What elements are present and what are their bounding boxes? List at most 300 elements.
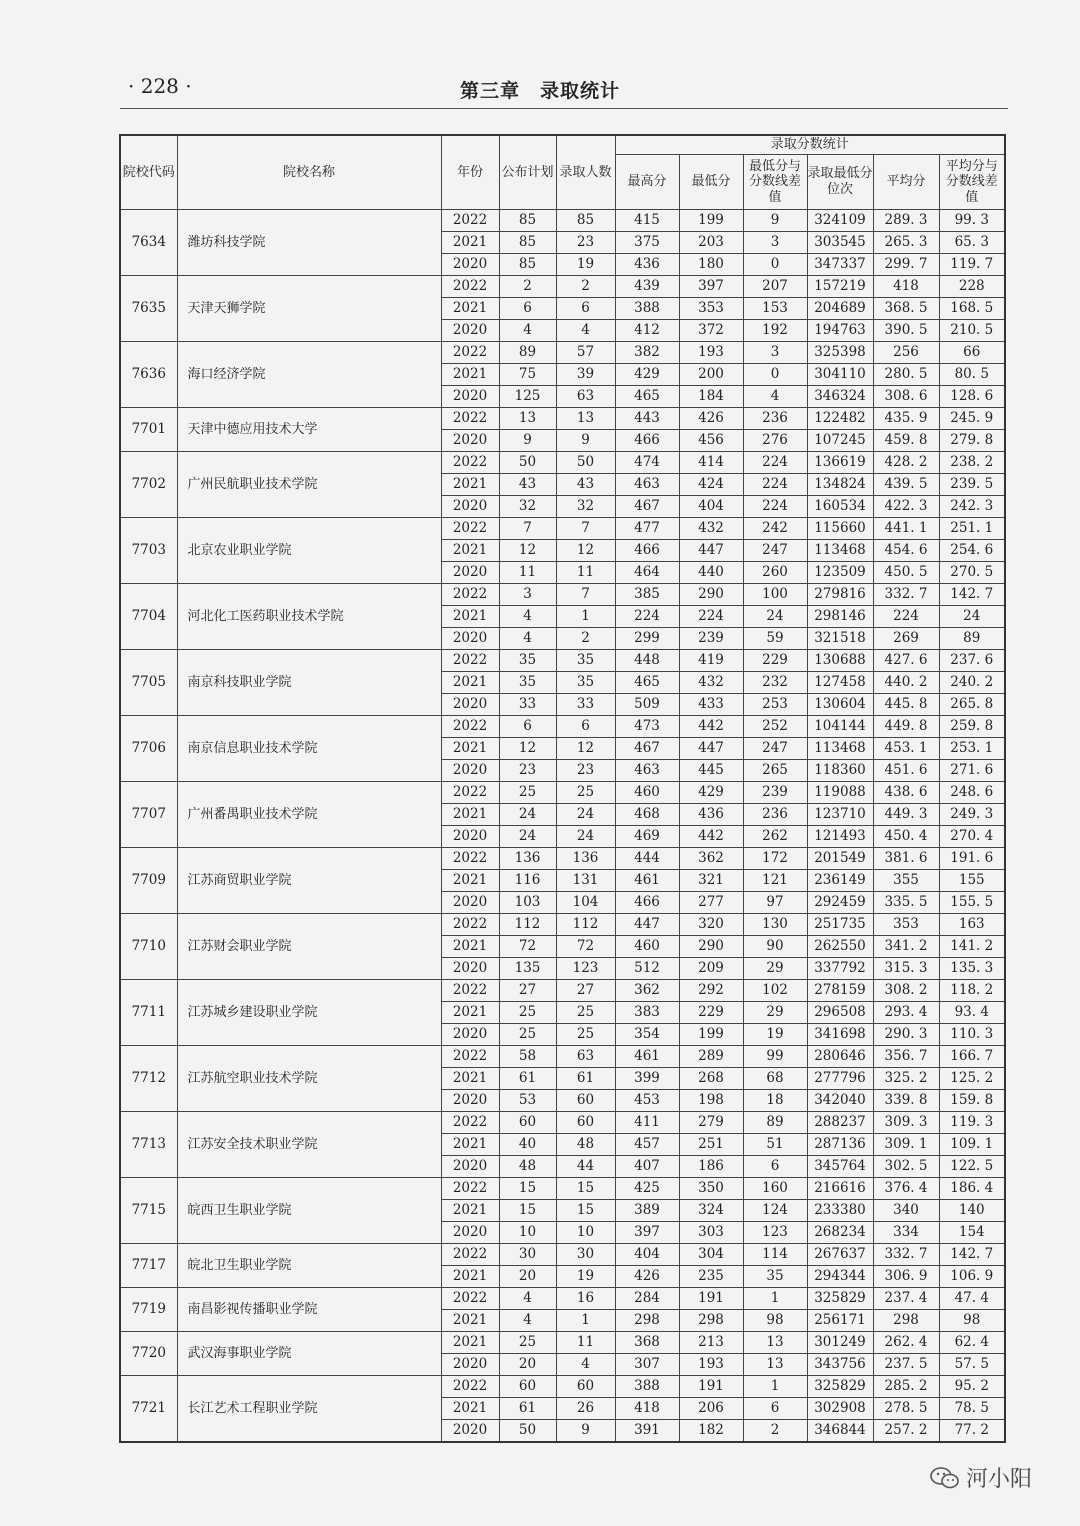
cell-rank: 130688 bbox=[807, 650, 873, 672]
cell-min-score: 235 bbox=[679, 1266, 743, 1288]
cell-year: 2020 bbox=[441, 892, 499, 914]
cell-avg-score: 332. 7 bbox=[873, 584, 939, 606]
cell-min-diff: 3 bbox=[743, 232, 807, 254]
table-row bbox=[120, 848, 1005, 870]
cell-max-score: 354 bbox=[615, 1024, 679, 1046]
school-code: 7711 bbox=[120, 980, 177, 1046]
cell-min-diff: 276 bbox=[743, 430, 807, 452]
cell-min-score: 442 bbox=[679, 716, 743, 738]
cell-rank: 122482 bbox=[807, 408, 873, 430]
cell-min-diff: 68 bbox=[743, 1068, 807, 1090]
cell-year: 2021 bbox=[441, 606, 499, 628]
school-name: 江苏安全技术职业学院 bbox=[177, 1112, 441, 1178]
cell-year: 2021 bbox=[441, 298, 499, 320]
cell-year: 2021 bbox=[441, 1068, 499, 1090]
cell-avg-diff: 93. 4 bbox=[939, 1002, 1005, 1024]
school-name: 广州民航职业技术学院 bbox=[177, 452, 441, 518]
cell-min-diff: 232 bbox=[743, 672, 807, 694]
cell-admitted: 6 bbox=[556, 716, 615, 738]
cell-rank: 204689 bbox=[807, 298, 873, 320]
cell-min-score: 440 bbox=[679, 562, 743, 584]
cell-year: 2021 bbox=[441, 936, 499, 958]
cell-min-score: 304 bbox=[679, 1244, 743, 1266]
cell-min-diff: 59 bbox=[743, 628, 807, 650]
cell-min-diff: 121 bbox=[743, 870, 807, 892]
cell-max-score: 299 bbox=[615, 628, 679, 650]
table-row bbox=[120, 584, 1005, 606]
cell-avg-score: 450. 4 bbox=[873, 826, 939, 848]
cell-avg-diff: 154 bbox=[939, 1222, 1005, 1244]
table-row bbox=[120, 1178, 1005, 1200]
table-row bbox=[120, 1112, 1005, 1134]
cell-admitted: 12 bbox=[556, 540, 615, 562]
cell-avg-score: 278. 5 bbox=[873, 1398, 939, 1420]
cell-min-diff: 13 bbox=[743, 1354, 807, 1376]
cell-plan: 35 bbox=[499, 650, 556, 672]
cell-avg-score: 257. 2 bbox=[873, 1420, 939, 1443]
school-code: 7710 bbox=[120, 914, 177, 980]
cell-avg-diff: 168. 5 bbox=[939, 298, 1005, 320]
table-row bbox=[120, 518, 1005, 540]
cell-min-score: 432 bbox=[679, 518, 743, 540]
cell-max-score: 467 bbox=[615, 738, 679, 760]
cell-avg-diff: 249. 3 bbox=[939, 804, 1005, 826]
cell-avg-diff: 98 bbox=[939, 1310, 1005, 1332]
cell-avg-score: 445. 8 bbox=[873, 694, 939, 716]
cell-max-score: 461 bbox=[615, 870, 679, 892]
cell-admitted: 7 bbox=[556, 518, 615, 540]
cell-avg-score: 265. 3 bbox=[873, 232, 939, 254]
cell-min-score: 229 bbox=[679, 1002, 743, 1024]
cell-max-score: 466 bbox=[615, 540, 679, 562]
cell-rank: 324109 bbox=[807, 210, 873, 232]
cell-avg-score: 438. 6 bbox=[873, 782, 939, 804]
cell-rank: 262550 bbox=[807, 936, 873, 958]
cell-avg-diff: 155 bbox=[939, 870, 1005, 892]
table-row bbox=[120, 914, 1005, 936]
cell-min-diff: 0 bbox=[743, 364, 807, 386]
cell-avg-score: 302. 5 bbox=[873, 1156, 939, 1178]
cell-avg-diff: 191. 6 bbox=[939, 848, 1005, 870]
cell-admitted: 48 bbox=[556, 1134, 615, 1156]
cell-avg-diff: 270. 4 bbox=[939, 826, 1005, 848]
cell-max-score: 385 bbox=[615, 584, 679, 606]
cell-max-score: 453 bbox=[615, 1090, 679, 1112]
table-row bbox=[120, 210, 1005, 232]
col-code: 院校代码 bbox=[120, 135, 177, 210]
cell-min-diff: 260 bbox=[743, 562, 807, 584]
cell-min-score: 447 bbox=[679, 738, 743, 760]
cell-year: 2020 bbox=[441, 254, 499, 276]
cell-min-diff: 242 bbox=[743, 518, 807, 540]
cell-rank: 127458 bbox=[807, 672, 873, 694]
cell-max-score: 468 bbox=[615, 804, 679, 826]
cell-min-score: 292 bbox=[679, 980, 743, 1002]
cell-rank: 301249 bbox=[807, 1332, 873, 1354]
cell-min-diff: 0 bbox=[743, 254, 807, 276]
cell-avg-score: 454. 6 bbox=[873, 540, 939, 562]
cell-year: 2022 bbox=[441, 914, 499, 936]
cell-admitted: 131 bbox=[556, 870, 615, 892]
cell-admitted: 16 bbox=[556, 1288, 615, 1310]
cell-max-score: 426 bbox=[615, 1266, 679, 1288]
cell-plan: 25 bbox=[499, 782, 556, 804]
cell-min-diff: 130 bbox=[743, 914, 807, 936]
cell-avg-score: 441. 1 bbox=[873, 518, 939, 540]
cell-max-score: 465 bbox=[615, 386, 679, 408]
cell-plan: 89 bbox=[499, 342, 556, 364]
cell-avg-score: 285. 2 bbox=[873, 1376, 939, 1398]
cell-min-score: 290 bbox=[679, 584, 743, 606]
table-row bbox=[120, 276, 1005, 298]
cell-rank: 287136 bbox=[807, 1134, 873, 1156]
cell-avg-diff: 271. 6 bbox=[939, 760, 1005, 782]
cell-avg-score: 299. 7 bbox=[873, 254, 939, 276]
cell-min-score: 186 bbox=[679, 1156, 743, 1178]
cell-rank: 251735 bbox=[807, 914, 873, 936]
cell-plan: 25 bbox=[499, 1024, 556, 1046]
school-code: 7704 bbox=[120, 584, 177, 650]
cell-min-score: 432 bbox=[679, 672, 743, 694]
cell-rank: 130604 bbox=[807, 694, 873, 716]
cell-admitted: 60 bbox=[556, 1090, 615, 1112]
cell-min-diff: 114 bbox=[743, 1244, 807, 1266]
cell-min-diff: 229 bbox=[743, 650, 807, 672]
cell-min-score: 429 bbox=[679, 782, 743, 804]
admission-table bbox=[119, 134, 1006, 1443]
cell-avg-score: 453. 1 bbox=[873, 738, 939, 760]
cell-plan: 33 bbox=[499, 694, 556, 716]
col-min: 最低分 bbox=[679, 155, 743, 210]
cell-avg-score: 428. 2 bbox=[873, 452, 939, 474]
cell-plan: 85 bbox=[499, 254, 556, 276]
cell-avg-diff: 24 bbox=[939, 606, 1005, 628]
cell-admitted: 23 bbox=[556, 760, 615, 782]
cell-admitted: 123 bbox=[556, 958, 615, 980]
cell-year: 2020 bbox=[441, 958, 499, 980]
cell-min-score: 436 bbox=[679, 804, 743, 826]
cell-plan: 12 bbox=[499, 540, 556, 562]
col-year: 年份 bbox=[441, 135, 499, 210]
cell-admitted: 24 bbox=[556, 804, 615, 826]
cell-rank: 256171 bbox=[807, 1310, 873, 1332]
cell-rank: 341698 bbox=[807, 1024, 873, 1046]
cell-min-diff: 102 bbox=[743, 980, 807, 1002]
cell-plan: 112 bbox=[499, 914, 556, 936]
cell-year: 2020 bbox=[441, 694, 499, 716]
cell-max-score: 429 bbox=[615, 364, 679, 386]
cell-rank: 118360 bbox=[807, 760, 873, 782]
cell-min-score: 224 bbox=[679, 606, 743, 628]
cell-avg-diff: 95. 2 bbox=[939, 1376, 1005, 1398]
col-rank: 录取最低分位次 bbox=[807, 155, 873, 210]
school-name: 北京农业职业学院 bbox=[177, 518, 441, 584]
cell-plan: 23 bbox=[499, 760, 556, 782]
cell-rank: 123710 bbox=[807, 804, 873, 826]
cell-avg-diff: 240. 2 bbox=[939, 672, 1005, 694]
col-max: 最高分 bbox=[615, 155, 679, 210]
cell-max-score: 411 bbox=[615, 1112, 679, 1134]
cell-avg-diff: 80. 5 bbox=[939, 364, 1005, 386]
cell-plan: 58 bbox=[499, 1046, 556, 1068]
cell-rank: 136619 bbox=[807, 452, 873, 474]
cell-admitted: 72 bbox=[556, 936, 615, 958]
cell-admitted: 104 bbox=[556, 892, 615, 914]
cell-year: 2021 bbox=[441, 1310, 499, 1332]
cell-min-score: 414 bbox=[679, 452, 743, 474]
cell-max-score: 425 bbox=[615, 1178, 679, 1200]
cell-plan: 15 bbox=[499, 1178, 556, 1200]
cell-year: 2020 bbox=[441, 320, 499, 342]
cell-max-score: 307 bbox=[615, 1354, 679, 1376]
cell-admitted: 11 bbox=[556, 1332, 615, 1354]
cell-min-score: 303 bbox=[679, 1222, 743, 1244]
cell-max-score: 465 bbox=[615, 672, 679, 694]
cell-admitted: 4 bbox=[556, 320, 615, 342]
school-code: 7715 bbox=[120, 1178, 177, 1244]
cell-max-score: 460 bbox=[615, 936, 679, 958]
cell-avg-diff: 125. 2 bbox=[939, 1068, 1005, 1090]
cell-year: 2022 bbox=[441, 848, 499, 870]
cell-year: 2020 bbox=[441, 826, 499, 848]
cell-year: 2021 bbox=[441, 804, 499, 826]
cell-plan: 116 bbox=[499, 870, 556, 892]
cell-admitted: 2 bbox=[556, 276, 615, 298]
cell-avg-score: 356. 7 bbox=[873, 1046, 939, 1068]
cell-min-diff: 247 bbox=[743, 738, 807, 760]
cell-min-score: 200 bbox=[679, 364, 743, 386]
cell-min-diff: 24 bbox=[743, 606, 807, 628]
cell-avg-diff: 242. 3 bbox=[939, 496, 1005, 518]
cell-plan: 4 bbox=[499, 1310, 556, 1332]
cell-avg-diff: 142. 7 bbox=[939, 584, 1005, 606]
cell-plan: 6 bbox=[499, 298, 556, 320]
cell-avg-score: 449. 3 bbox=[873, 804, 939, 826]
cell-plan: 85 bbox=[499, 232, 556, 254]
cell-max-score: 460 bbox=[615, 782, 679, 804]
cell-min-diff: 90 bbox=[743, 936, 807, 958]
cell-avg-diff: 254. 6 bbox=[939, 540, 1005, 562]
cell-max-score: 473 bbox=[615, 716, 679, 738]
cell-rank: 292459 bbox=[807, 892, 873, 914]
cell-rank: 343756 bbox=[807, 1354, 873, 1376]
cell-year: 2022 bbox=[441, 584, 499, 606]
cell-year: 2022 bbox=[441, 782, 499, 804]
cell-rank: 278159 bbox=[807, 980, 873, 1002]
cell-min-diff: 265 bbox=[743, 760, 807, 782]
table-row bbox=[120, 716, 1005, 738]
cell-plan: 135 bbox=[499, 958, 556, 980]
cell-admitted: 1 bbox=[556, 1310, 615, 1332]
cell-rank: 304110 bbox=[807, 364, 873, 386]
col-plan: 公布计划 bbox=[499, 135, 556, 210]
cell-max-score: 447 bbox=[615, 914, 679, 936]
cell-year: 2022 bbox=[441, 1244, 499, 1266]
table-row bbox=[120, 1332, 1005, 1354]
cell-avg-score: 381. 6 bbox=[873, 848, 939, 870]
cell-avg-diff: 109. 1 bbox=[939, 1134, 1005, 1156]
cell-year: 2021 bbox=[441, 1332, 499, 1354]
cell-max-score: 407 bbox=[615, 1156, 679, 1178]
cell-avg-diff: 251. 1 bbox=[939, 518, 1005, 540]
cell-year: 2020 bbox=[441, 562, 499, 584]
cell-plan: 12 bbox=[499, 738, 556, 760]
cell-avg-score: 339. 8 bbox=[873, 1090, 939, 1112]
cell-rank: 113468 bbox=[807, 540, 873, 562]
cell-max-score: 439 bbox=[615, 276, 679, 298]
cell-plan: 4 bbox=[499, 628, 556, 650]
cell-max-score: 382 bbox=[615, 342, 679, 364]
school-name: 江苏城乡建设职业学院 bbox=[177, 980, 441, 1046]
col-min-diff: 最低分与分数线差值 bbox=[743, 155, 807, 210]
cell-rank: 107245 bbox=[807, 430, 873, 452]
cell-plan: 13 bbox=[499, 408, 556, 430]
cell-avg-score: 309. 1 bbox=[873, 1134, 939, 1156]
cell-max-score: 436 bbox=[615, 254, 679, 276]
cell-year: 2022 bbox=[441, 1288, 499, 1310]
cell-min-score: 353 bbox=[679, 298, 743, 320]
cell-avg-score: 340 bbox=[873, 1200, 939, 1222]
cell-min-score: 424 bbox=[679, 474, 743, 496]
cell-year: 2020 bbox=[441, 760, 499, 782]
cell-min-score: 213 bbox=[679, 1332, 743, 1354]
cell-avg-score: 332. 7 bbox=[873, 1244, 939, 1266]
cell-rank: 236149 bbox=[807, 870, 873, 892]
school-name: 江苏商贸职业学院 bbox=[177, 848, 441, 914]
cell-avg-diff: 228 bbox=[939, 276, 1005, 298]
cell-avg-diff: 118. 2 bbox=[939, 980, 1005, 1002]
school-name: 武汉海事职业学院 bbox=[177, 1332, 441, 1376]
cell-min-diff: 51 bbox=[743, 1134, 807, 1156]
cell-min-diff: 29 bbox=[743, 1002, 807, 1024]
cell-min-score: 251 bbox=[679, 1134, 743, 1156]
cell-avg-score: 280. 5 bbox=[873, 364, 939, 386]
cell-avg-score: 390. 5 bbox=[873, 320, 939, 342]
cell-avg-diff: 245. 9 bbox=[939, 408, 1005, 430]
cell-plan: 32 bbox=[499, 496, 556, 518]
school-code: 7703 bbox=[120, 518, 177, 584]
cell-min-diff: 6 bbox=[743, 1398, 807, 1420]
cell-max-score: 388 bbox=[615, 298, 679, 320]
cell-max-score: 284 bbox=[615, 1288, 679, 1310]
cell-avg-score: 269 bbox=[873, 628, 939, 650]
cell-avg-diff: 159. 8 bbox=[939, 1090, 1005, 1112]
cell-min-diff: 236 bbox=[743, 408, 807, 430]
cell-year: 2020 bbox=[441, 1222, 499, 1244]
cell-plan: 4 bbox=[499, 320, 556, 342]
cell-year: 2022 bbox=[441, 1376, 499, 1398]
cell-year: 2021 bbox=[441, 738, 499, 760]
cell-plan: 50 bbox=[499, 452, 556, 474]
col-avg: 平均分 bbox=[873, 155, 939, 210]
cell-year: 2021 bbox=[441, 364, 499, 386]
cell-min-score: 193 bbox=[679, 342, 743, 364]
cell-min-score: 447 bbox=[679, 540, 743, 562]
col-admitted: 录取人数 bbox=[556, 135, 615, 210]
school-code: 7717 bbox=[120, 1244, 177, 1288]
cell-admitted: 61 bbox=[556, 1068, 615, 1090]
cell-min-diff: 172 bbox=[743, 848, 807, 870]
cell-admitted: 63 bbox=[556, 386, 615, 408]
cell-avg-score: 325. 2 bbox=[873, 1068, 939, 1090]
cell-avg-diff: 140 bbox=[939, 1200, 1005, 1222]
cell-max-score: 443 bbox=[615, 408, 679, 430]
cell-min-score: 290 bbox=[679, 936, 743, 958]
cell-year: 2022 bbox=[441, 1046, 499, 1068]
cell-rank: 194763 bbox=[807, 320, 873, 342]
cell-avg-score: 341. 2 bbox=[873, 936, 939, 958]
cell-min-score: 445 bbox=[679, 760, 743, 782]
cell-max-score: 391 bbox=[615, 1420, 679, 1443]
cell-rank: 157219 bbox=[807, 276, 873, 298]
cell-plan: 50 bbox=[499, 1420, 556, 1443]
cell-year: 2021 bbox=[441, 1002, 499, 1024]
cell-plan: 15 bbox=[499, 1200, 556, 1222]
cell-avg-score: 298 bbox=[873, 1310, 939, 1332]
cell-min-diff: 19 bbox=[743, 1024, 807, 1046]
cell-max-score: 388 bbox=[615, 1376, 679, 1398]
cell-max-score: 463 bbox=[615, 474, 679, 496]
cell-min-diff: 247 bbox=[743, 540, 807, 562]
school-name: 江苏航空职业技术学院 bbox=[177, 1046, 441, 1112]
cell-admitted: 44 bbox=[556, 1156, 615, 1178]
header-rule bbox=[120, 108, 1008, 109]
cell-min-diff: 89 bbox=[743, 1112, 807, 1134]
cell-year: 2022 bbox=[441, 1178, 499, 1200]
cell-max-score: 461 bbox=[615, 1046, 679, 1068]
cell-avg-score: 289. 3 bbox=[873, 210, 939, 232]
cell-year: 2022 bbox=[441, 1112, 499, 1134]
cell-min-diff: 2 bbox=[743, 1420, 807, 1443]
cell-plan: 7 bbox=[499, 518, 556, 540]
cell-admitted: 85 bbox=[556, 210, 615, 232]
cell-rank: 113468 bbox=[807, 738, 873, 760]
cell-max-score: 464 bbox=[615, 562, 679, 584]
cell-rank: 233380 bbox=[807, 1200, 873, 1222]
cell-max-score: 509 bbox=[615, 694, 679, 716]
cell-plan: 10 bbox=[499, 1222, 556, 1244]
cell-admitted: 19 bbox=[556, 1266, 615, 1288]
cell-min-diff: 35 bbox=[743, 1266, 807, 1288]
cell-admitted: 30 bbox=[556, 1244, 615, 1266]
cell-rank: 123509 bbox=[807, 562, 873, 584]
cell-admitted: 60 bbox=[556, 1112, 615, 1134]
cell-avg-diff: 77. 2 bbox=[939, 1420, 1005, 1443]
cell-min-diff: 253 bbox=[743, 694, 807, 716]
cell-min-score: 426 bbox=[679, 408, 743, 430]
school-code: 7634 bbox=[120, 210, 177, 276]
cell-avg-score: 290. 3 bbox=[873, 1024, 939, 1046]
cell-avg-score: 355 bbox=[873, 870, 939, 892]
cell-plan: 35 bbox=[499, 672, 556, 694]
cell-avg-diff: 65. 3 bbox=[939, 232, 1005, 254]
cell-plan: 30 bbox=[499, 1244, 556, 1266]
cell-avg-score: 309. 3 bbox=[873, 1112, 939, 1134]
cell-year: 2021 bbox=[441, 1134, 499, 1156]
cell-rank: 303545 bbox=[807, 232, 873, 254]
cell-min-diff: 13 bbox=[743, 1332, 807, 1354]
cell-avg-score: 440. 2 bbox=[873, 672, 939, 694]
cell-admitted: 136 bbox=[556, 848, 615, 870]
cell-avg-diff: 122. 5 bbox=[939, 1156, 1005, 1178]
cell-rank: 104144 bbox=[807, 716, 873, 738]
cell-min-diff: 262 bbox=[743, 826, 807, 848]
cell-admitted: 25 bbox=[556, 1024, 615, 1046]
cell-avg-diff: 253. 1 bbox=[939, 738, 1005, 760]
cell-plan: 75 bbox=[499, 364, 556, 386]
cell-year: 2021 bbox=[441, 232, 499, 254]
cell-min-diff: 100 bbox=[743, 584, 807, 606]
